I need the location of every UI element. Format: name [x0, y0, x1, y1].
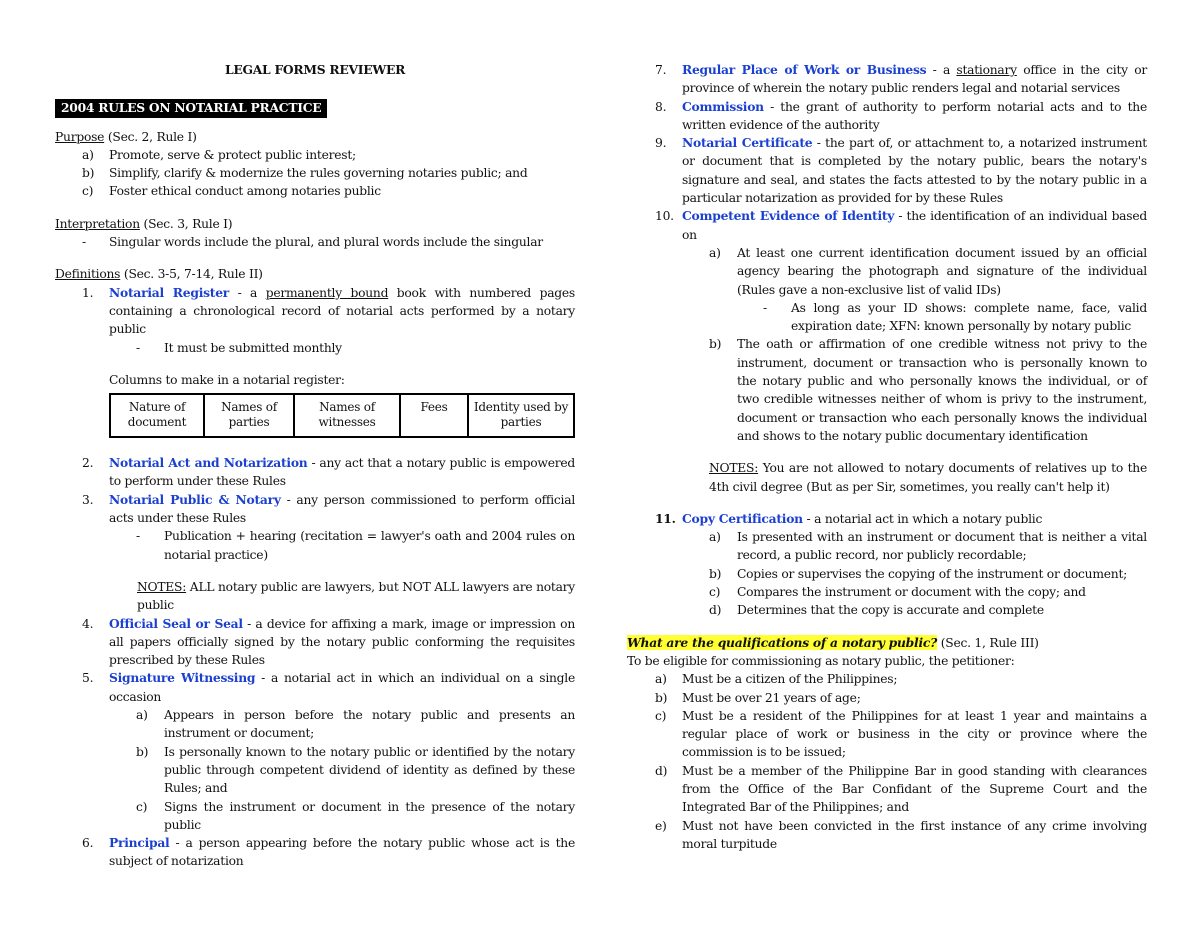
section-banner: 2004 RULES ON NOTARIAL PRACTICE — [55, 99, 327, 117]
definition-term: Regular Place of Work or Business — [682, 62, 927, 77]
list-item: b) Is personally known to the notary public or identified by the notary public through competent dividend of identity as defined by these Rules; and — [136, 744, 575, 796]
definition-item: 6. Principal - a person appearing before the notary public whose act is the subject of notarization — [82, 835, 575, 869]
list-item: a) Must be a citizen of the Philippines; — [655, 672, 898, 687]
list-item: d) Must be a member of the Philippine Bar in good standing with clearances from the Office of the Bar Confidant of the Supreme Court and the Integrated Bar of the Philippines; and — [655, 763, 1147, 815]
definitions-label: Definitions — [55, 267, 121, 282]
definition-term: Competent Evidence of Identity — [682, 208, 895, 224]
definition-item: 11. Copy Certification - a notarial act in which a notary public — [655, 510, 1043, 526]
definition-item: 7. Regular Place of Work or Business - a stationary office in the city or province of wherein the notary public renders legal and notarial services — [655, 62, 1147, 96]
table-cell: Nature of document — [110, 394, 204, 437]
right-column — [627, 61, 1147, 853]
list-item: a) Appears in person before the notary public and presents an instrument or document; — [136, 708, 575, 741]
qualifications-question: What are the qualifications of a notary public? — [627, 634, 938, 650]
definition-item: 1. Notarial Register - a permanently bound book with numbered pages containing a chronological record of notarial acts performed by a notary public — [82, 284, 575, 337]
list-item: a) Is presented with an instrument or document that is neither a vital record, a public record, nor publicly recordable; — [709, 530, 1147, 563]
note: NOTES: You are not allowed to notary documents of relatives up to the 4th civil degree (But as per Sir, sometimes, you really can't help it) — [709, 461, 1147, 494]
definition-term: Notarial Act and Notarization — [109, 455, 308, 471]
table-cell: Identity used by parties — [468, 394, 574, 437]
note: NOTES: ALL notary public are lawyers, but NOT ALL lawyers are notary public — [137, 579, 575, 613]
document-title: LEGAL FORMS REVIEWER — [224, 62, 406, 77]
list-item: a) Promote, serve & protect public interest; — [82, 147, 356, 162]
definition-term: Principal — [109, 835, 170, 851]
interpretation-label: Interpretation — [55, 216, 140, 231]
definition-term: Commission — [682, 98, 764, 114]
register-columns-table — [109, 393, 575, 438]
definitions-section: Definitions (Sec. 3-5, 7-14, Rule II) 1. Notarial Register - a permanently bound book with numbered pages containing a chronological record of notarial acts performed by a notary public - It must be submitted monthly Columns to make in a notarial register: Nature of document Names of parties Names of witnesses Fees Identity used by parties 2. Notarial Act and Notarization - any act that a notary public is empowered to perform under these Rules 3. Notarial Public & Notary - any person commissioned to perform official acts under these Rules - Publication + hearing (recitation = lawyer's oath and 2004 rules on notarial practice) NOTES: ALL notary public are lawyers, but NOT ALL lawyers are notary public 4. Official Seal or Seal - a device for affixing a mark, image or impression on all papers officially signed by the notary public conforming the requisites prescribed by these Rules 5. Signature Witnessing - a notarial act in which an individual on a single occasion a) Appears in person before the notary public and presents an instrument or document; b) Is personally known to the notary public or identified by the notary public through competent dividend of identity as defined by these Rules; and c) Signs the instrument or document in the presence of the notary public 6. Principal - a person appearing before the notary public whose act is the subject of notarization — [55, 265, 575, 870]
list-item: d) Determines that the copy is accurate and complete — [709, 603, 1044, 618]
left-column — [55, 61, 575, 871]
list-item: e) Must not have been convicted in the first instance of any crime involving moral turpitude — [655, 818, 1147, 851]
list-item: c) Compares the instrument or document with the copy; and — [709, 585, 1086, 600]
list-item: - Publication + hearing (recitation = lawyer's oath and 2004 rules on notarial practice) — [136, 529, 575, 562]
definition-item: 3. Notarial Public & Notary - any person commissioned to perform official acts under these Rules — [82, 491, 575, 526]
table-cell: Names of witnesses — [294, 394, 400, 437]
definition-term: Official Seal or Seal — [109, 615, 243, 631]
columns-intro: Columns to make in a notarial register: — [109, 372, 345, 387]
purpose-section — [55, 128, 575, 201]
interpretation-section: Interpretation (Sec. 3, Rule I) - Singular words include the plural, and plural words include the singular — [55, 215, 575, 252]
list-item: b) Copies or supervises the copying of the instrument or document; — [709, 566, 1128, 581]
list-item: - Singular words include the plural, and plural words include the singular — [82, 235, 543, 250]
definition-item: 8. Commission - the grant of authority to perform notarial acts and to the written evidence of the authority — [655, 98, 1147, 132]
definition-item: 10. Competent Evidence of Identity - the identification of an individual based on — [655, 208, 1147, 242]
list-item: b) The oath or affirmation of one credible witness not privy to the instrument, document or transaction who is personally known to the notary public and who personally knows the individual, or of two credible witnesses neither of whom is privy to the instrument, document or transaction who each personally knows the individual and shows to the notary public documentary identification — [709, 337, 1147, 443]
definition-item: 4. Official Seal or Seal - a device for affixing a mark, image or impression on all papers officially signed by the notary public conforming the requisites prescribed by these Rules — [82, 615, 575, 668]
definition-term: Notarial Certificate — [682, 135, 813, 151]
definition-item: 2. Notarial Act and Notarization - any act that a notary public is empowered to perform under these Rules — [82, 455, 576, 489]
definition-term: Signature Witnessing — [109, 670, 256, 686]
purpose-label: Purpose — [55, 129, 105, 144]
list-item: b) Must be over 21 years of age; — [655, 690, 861, 705]
qualifications-section: What are the qualifications of a notary public? (Sec. 1, Rule III) To be eligible for commissioning as notary public, the petitioner: a) Must be a citizen of the Philippines; b) Must be over 21 years of age; c) Must be a resident of the Philippines for at least 1 year and maintains a regular place of work or business in the city or province where the commission is to be issued; d) Must be a member of the Philippine Bar in good standing with clearances from the Office of the Bar Confidant of the Supreme Court and the Integrated Bar of the Philippines; and e) Must not have been convicted in the first instance of any crime involving moral turpitude — [627, 634, 1147, 854]
list-item: - It must be submitted monthly — [136, 340, 342, 355]
qualifications-intro: To be eligible for commissioning as notary public, the petitioner: — [627, 653, 1015, 668]
list-item: c) Must be a resident of the Philippines for at least 1 year and maintains a regular place of work or business in the city or province where the commission is to be issued; — [655, 708, 1147, 760]
list-item: - As long as your ID shows: complete name, face, valid expiration date; XFN: known personally by notary public — [763, 300, 1147, 334]
list-item: c) Signs the instrument or document in the presence of the notary public — [136, 799, 575, 832]
list-item: c) Foster ethical conduct among notaries public — [82, 184, 381, 199]
purpose-ref: (Sec. 2, Rule I) — [104, 129, 197, 144]
definition-item: 9. Notarial Certificate - the part of, or attachment to, a notarized instrument or document that is completed by the notary public, bears the notary's signature and seal, and states the facts attested to by the notary public in a particular notarization as provided for by these Rules — [655, 135, 1147, 206]
list-item: b) Simplify, clarify & modernize the rules governing notaries public; and — [82, 166, 528, 181]
table-cell: Fees — [400, 394, 468, 437]
definition-item: 5. Signature Witnessing - a notarial act in which an individual on a single occasion — [82, 670, 575, 704]
list-item: a) At least one current identification document issued by an official agency bearing the photograph and signature of the individual (Rules gave a non-exclusive list of valid IDs) — [709, 245, 1147, 297]
table-cell: Names of parties — [204, 394, 294, 437]
definition-term: Notarial Register — [109, 284, 230, 300]
definition-term: Copy Certification — [682, 510, 803, 526]
definition-term: Notarial Public & Notary — [109, 491, 281, 507]
